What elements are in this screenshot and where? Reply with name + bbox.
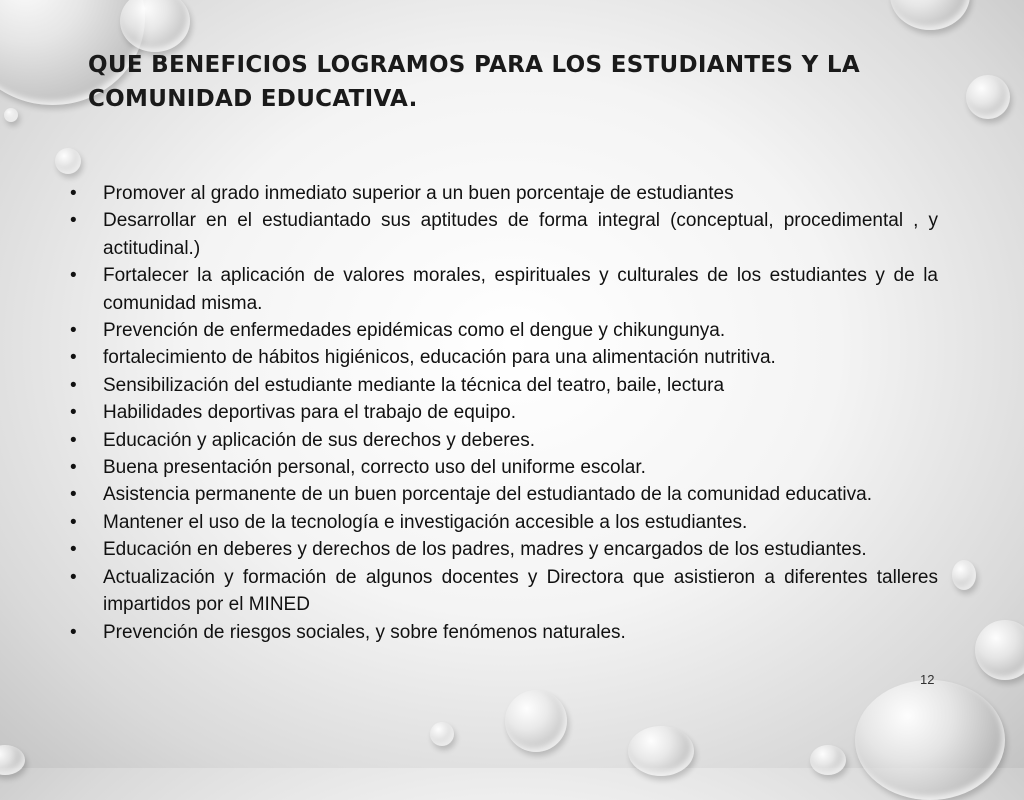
bullet-item: • Actualización y formación de algunos docentes y Directora que asistieron a diferentes talleres impartidos por el MINED [68, 564, 938, 619]
water-drop-decoration [952, 560, 976, 590]
bullet-list [68, 180, 938, 646]
water-drop-decoration [628, 726, 694, 776]
water-drop-decoration [890, 0, 970, 30]
bullet-item: • Asistencia permanente de un buen porcentaje del estudiantado de la comunidad educativa. [68, 481, 938, 508]
bullet-item: • fortalecimiento de hábitos higiénicos, educación para una alimentación nutritiva. [68, 344, 938, 371]
bullet-item: • Educación en deberes y derechos de los padres, madres y encargados de los estudiantes. [68, 536, 938, 563]
page-number: 12 [920, 672, 935, 687]
bullet-item: • Sensibilización del estudiante mediante la técnica del teatro, baile, lectura [68, 372, 938, 399]
slide-title: QUE BENEFICIOS LOGRAMOS PARA LOS ESTUDIANTES Y LA COMUNIDAD EDUCATIVA. [88, 52, 860, 112]
water-drop-decoration [505, 690, 567, 752]
bullet-item: • Mantener el uso de la tecnología e investigación accesible a los estudiantes. [68, 509, 938, 536]
water-drop-decoration [975, 620, 1024, 680]
water-drop-decoration [810, 745, 846, 775]
bullet-item: • Fortalecer la aplicación de valores morales, espirituales y culturales de los estudiantes y de la comunidad misma. [68, 262, 938, 317]
bullet-item: • Habilidades deportivas para el trabajo de equipo. [68, 399, 938, 426]
water-drop-decoration [0, 745, 25, 775]
bullet-item: • Desarrollar en el estudiantado sus aptitudes de forma integral (conceptual, procedimental , y actitudinal.) [68, 207, 938, 262]
bullet-item: • Prevención de enfermedades epidémicas como el dengue y chikungunya. [68, 317, 938, 344]
bullet-item: • Prevención de riesgos sociales, y sobre fenómenos naturales. [68, 619, 938, 646]
bullet-item: • Educación y aplicación de sus derechos y deberes. [68, 427, 938, 454]
bullet-item: • Promover al grado inmediato superior a un buen porcentaje de estudiantes [68, 180, 938, 207]
water-drop-decoration [855, 680, 1005, 800]
water-drop-decoration [430, 722, 454, 746]
water-drop-decoration [966, 75, 1010, 119]
bullet-item: • Buena presentación personal, correcto uso del uniforme escolar. [68, 454, 938, 481]
water-drop-decoration [4, 108, 18, 122]
water-drop-decoration [55, 148, 81, 174]
